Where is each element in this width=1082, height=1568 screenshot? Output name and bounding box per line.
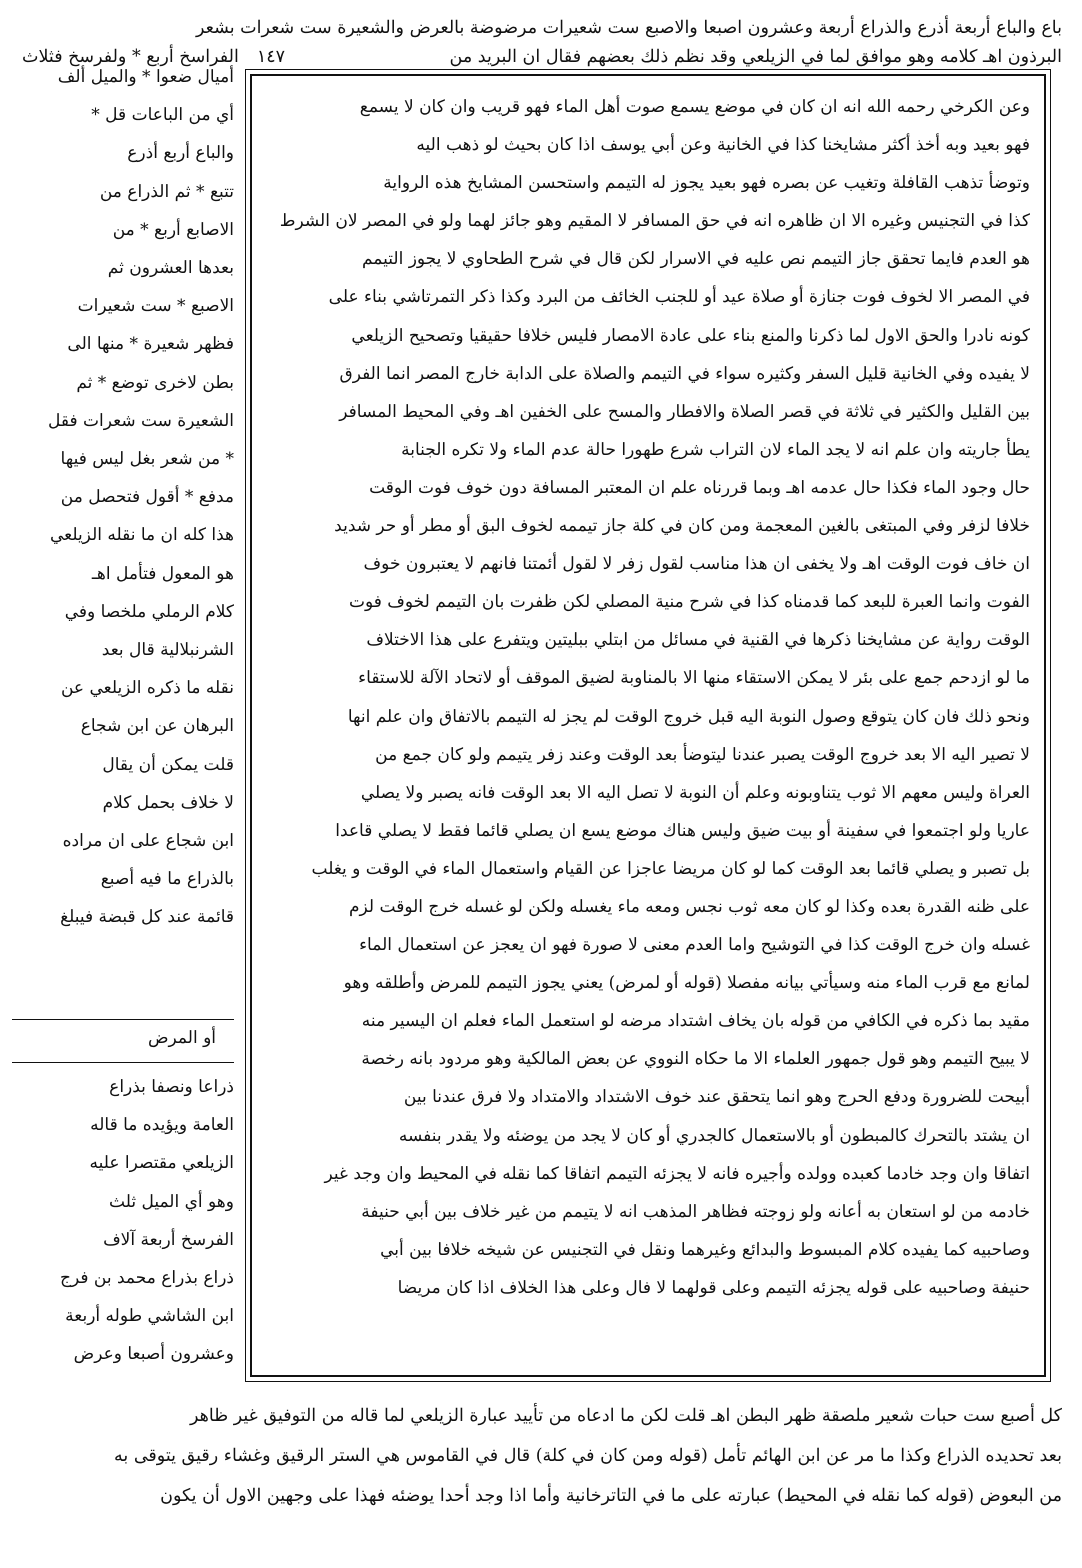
main-text-line: الوقت رواية عن مشايخنا ذكرها في القنية في مسائل من ابتلي ببليتين ويتفرع على هذا الاختلاف <box>366 630 1030 651</box>
page-footer <box>22 1396 1062 1516</box>
margin-note-line: ذراع بذراع محمد بن فرج <box>60 1268 234 1289</box>
main-text-line: وعن الكرخي رحمه الله انه ان كان في موضع يسمع صوت أهل الماء فهو قريب وان كان لا يسمع <box>359 97 1030 117</box>
main-text-line: لا يبيح التيمم وهو قول جمهور العلماء الا ما حكاه النووي عن بعض المالكية وهو مردود بانه رخصة <box>361 1049 1030 1070</box>
main-text-line: عاريا ولو اجتمعوا في سفينة أو بيت ضيق وليس هناك موضع يسع ان يصلي قائما فقط لا يصلي قاعدا <box>335 820 1030 841</box>
main-text-line: خادمه من لو استعان به أعانه ولو زوجته فظاهر المذهب انه لا يتيمم من غير خلاف بين أبي حنيفة <box>361 1201 1030 1222</box>
margin-note-line: * من شعر بغل ليس فيها <box>60 449 234 470</box>
margin-note-line: قلت يمكن أن يقال <box>102 754 234 775</box>
margin-note-line: وهو أي الميل ثلث <box>109 1191 234 1212</box>
margin-note-line: هذا كله ان ما نقله الزيلعي <box>49 525 234 546</box>
margin-note-line: أي من الباعات قل * <box>91 105 234 126</box>
main-text-line: في المصر الا لخوف فوت جنازة أو صلاة عيد أو للجنب الخائف من البرد وكذا ذكر التمرتاشي بناء على <box>328 287 1030 308</box>
margin-note-upper <box>12 58 234 937</box>
header-line-1: باع والباع أربعة أذرع والذراع أربعة وعشرون اصبعا والاصبع ست شعيرات مرضوضة بالعرض والشعيرة ست شعرات بشعر <box>195 18 1062 38</box>
margin-note-line: الشرنبلالية قال بعد <box>101 640 234 661</box>
margin-note-line: مدفع * أقول فتحصل من <box>60 487 234 508</box>
margin-note-line: أميال ضعوا * والميل ألف <box>57 67 234 87</box>
footer-line: كل أصبع ست حبات شعير ملصقة ظهر البطن اهـ قلت لكن ما ادعاه من تأييد عبارة الزيلعي لما قاله من التوفيق غير ظاهر <box>190 1406 1062 1426</box>
main-text-line: العراة وليس معهم الا ثوب يتناوبونه وعلم أن النوبة لا تصل اليه الا بعد الوقت فانه يصبر ولا يصلي <box>360 782 1030 803</box>
margin-note-line: نقله ما ذكره الزيلعي عن <box>60 678 234 699</box>
main-text-line: ما لو ازدحم جمع على بئر لا يمكن الاستقاء منها الا بالمناوبة لضيق الموقف أو لاتحاد الآلة للاستقاء <box>358 668 1030 689</box>
margin-note-line: الشعيرة ست شعرات فقل <box>48 410 234 431</box>
main-text-line: يطأ جاريته وان علم انه لا يجد الماء لان التراب شرع طهورا حالة عدم الماء ولا تكره الجنابة <box>401 439 1030 460</box>
margin-note-line: بطن لاخرى توضع * ثم <box>76 372 234 393</box>
margin-note-line: الزيلعي مقتصرا عليه <box>89 1153 234 1174</box>
margin-note-lower <box>12 1068 234 1374</box>
margin-note-line: وعشرون أصبعا وعرض <box>73 1344 234 1365</box>
margin-note-line: الاصابع أربع * من <box>112 219 234 240</box>
main-text-frame <box>250 74 1046 1377</box>
margin-note-line: هو المعول فتأمل اهـ <box>91 563 234 584</box>
footer-line: بعد تحديده الذراع وكذا ما مر عن ابن الهائم تأمل (قوله ومن كان في كلة) قال في القاموس هي الستر الرقيق وغشاء رقيق يتوقى به <box>114 1446 1062 1466</box>
main-text-line: بل تصبر و يصلي قائما بعد الوقت كما لو كان مريضا عاجزا عن القيام واستعمال الماء في الوقت و يغلب <box>311 858 1030 879</box>
page-number: ١٤٧ <box>256 47 286 67</box>
margin-note-line: كلام الرملي ملخصا وفي <box>64 601 234 622</box>
main-text-line: لا يفيده وفي الخانية قليل السفر وكثيره سواء في التيمم والصلاة على الدابة خارج المصر انما الفرق <box>339 363 1030 384</box>
main-text-line: أبيحت للضرورة ودفع الحرج وهو انما يتحقق عند خوف الاشتداد والامتداد ولا فرق عندنا بين <box>403 1087 1030 1108</box>
margin-note-line: قائمة عند كل قبضة فيبلغ <box>60 907 234 928</box>
margin-note-line: بالذراع ما فيه أصبع <box>100 869 234 890</box>
main-text-line: الفوت وانما العبرة للبعد كما قدمناه كذا في شرح منية المصلي لكن ظفرت بان التيمم لخوف فوت <box>348 592 1030 613</box>
margin-section-label: أو المرض <box>148 1028 216 1048</box>
margin-note-line: ابن شجاع على ان مراده <box>62 831 234 852</box>
main-text-line: خلافا لزفر وفي المبتغى بالغين المعجمة ومن كان في كلة جاز تيممه لخوف البق أو مطر أو حر شديد <box>334 516 1030 537</box>
main-text-line: لا تصير اليه الا بعد خروج الوقت يصبر عندنا ليتوضأ بعد الوقت وعند زفر يتيمم ولو كان جمع من <box>375 744 1030 765</box>
margin-note-line: البرهان عن ابن شجاع <box>80 716 234 737</box>
main-text-line: كونه نادرا والحق الاول لما ذكرنا والمنع بناء على عادة الامصار فليس خلافا حقيقيا وتصحيح الزيلعي <box>351 325 1030 346</box>
margin-section-label-box <box>12 1019 234 1063</box>
margin-note-line: الاصبع * ست شعيرات <box>77 296 234 317</box>
main-text-line: ان خاف فوت الوقت اهـ ولا يخفى ان هذا مناسب لقول زفر لا لقول أئمتنا فانهم لا يعتبرون خوف <box>363 554 1030 575</box>
margin-note-line: ذراعا ونصفا بذراع <box>109 1077 234 1097</box>
main-text-line: غسله وان خرج الوقت كذا في التوشيح واما العدم معنى لا صورة فهو ان يعجز عن استعمال الماء <box>359 935 1030 956</box>
margin-note-line: بعدها العشرون ثم <box>107 258 234 279</box>
main-text-line: ونحو ذلك فان كان يتوقع وصول النوبة اليه قبل خروج الوقت لم يجز له التيمم بالاتفاق وان علم انها <box>347 706 1030 727</box>
main-text-line: كذا في التجنيس وغيره الا ان ظاهره انه في حق المسافر لا المقيم وهو جائز لهما ولو في المصر لان الشرط <box>279 211 1030 232</box>
main-text-line: على ظنه القدرة بعده وكذا لو كان معه ثوب نجس ومعه ماء يغسله ولكن لو غسله خرج الوقت لزم <box>349 896 1030 917</box>
margin-note-line: الفرسخ أربعة آلاف <box>103 1229 234 1250</box>
main-text-line: مقيد بما ذكره في الكافي من قوله بان يخاف اشتداد مرضه لو استعمل الماء فعلم ان اليسير منه <box>361 1011 1030 1032</box>
main-text-line: حنيفة وصاحبيه على قوله يجزئه التيمم وعلى قولهما لا فال وعلى هذا الخلاف اذا كان مريضا <box>397 1277 1030 1298</box>
main-text-line: بين القليل والكثير في ثلاثة في قصر الصلاة والافطار والمسح على الخفين اهـ وفي المحيط المسافر <box>339 401 1030 422</box>
margin-note-line: لا خلاف بحمل كلام <box>102 792 234 813</box>
margin-note-line: فظهر شعيرة * منها الى <box>67 334 234 355</box>
main-text-line: ان يشتد بالتحرك كالمبطون أو بالاستعمال كالجدري أو كان لا يجد من يوضئه ولا يقدر بنفسه <box>398 1125 1030 1146</box>
margin-note-line: والباع أربع أذرع <box>127 143 234 164</box>
header-line-2-text: البرذون اهـ كلامه وهو موافق لما في الزيلعي وقد نظم ذلك بعضهم فقال ان البريد من <box>449 47 1062 67</box>
main-text-line: هو العدم فايما تحقق جاز التيمم نص عليه في الاسرار لكن قال في شرح الطحاوي لا يجوز التيمم <box>361 249 1030 270</box>
main-text-line: وتوضأ تذهب القافلة وتغيب عن بصره فهو بعيد يجوز له التيمم واستحسن المشايخ هذه الرواية <box>383 173 1030 194</box>
header-line-2-end: الفراسخ أربع * ولفرسخ فثلاث <box>22 47 239 67</box>
margin-note-line: العامة ويؤيده ما قاله <box>90 1115 234 1136</box>
margin-note-line: تتبع * ثم الذراع من <box>99 181 234 202</box>
main-text-line: لمانع مع قرب الماء منه وسيأتي بيانه مفصلا (قوله أو لمرض) يعني يجوز التيمم للمرض وأطلقه وهو <box>343 973 1030 994</box>
main-text-line: وصاحبيه كما يفيده كلام المبسوط والبدائع وغيرهما ونقل في التجنيس عن شيخه خلافا بين أبي <box>380 1239 1030 1260</box>
main-text-line: اتفاقا وان وجد خادما كعبده وولده وأجيره فانه لا يجزئه التيمم اتفاقا كما نقله في المحيط وان وجد غير <box>324 1163 1030 1184</box>
main-text-line: حال وجود الماء فكذا حال عدمه اهـ وبما قررناه علم ان المعتبر المسافة دون خوف فوت الوقت <box>369 477 1030 498</box>
footer-line: من البعوض (قوله كما نقله في المحيط) عبارته على ما في التاترخانية وأما اذا وجد أحدا يوضئه فهذا على وجهين الاول أن يكون <box>160 1486 1062 1506</box>
main-text-line: فهو بعيد وبه أخذ أكثر مشايخنا كذا في الخانية وعن أبي يوسف اذا كان بحيث لو ذهب اليه <box>416 135 1030 156</box>
margin-note-line: ابن الشاشي طوله أربعة <box>65 1306 234 1327</box>
